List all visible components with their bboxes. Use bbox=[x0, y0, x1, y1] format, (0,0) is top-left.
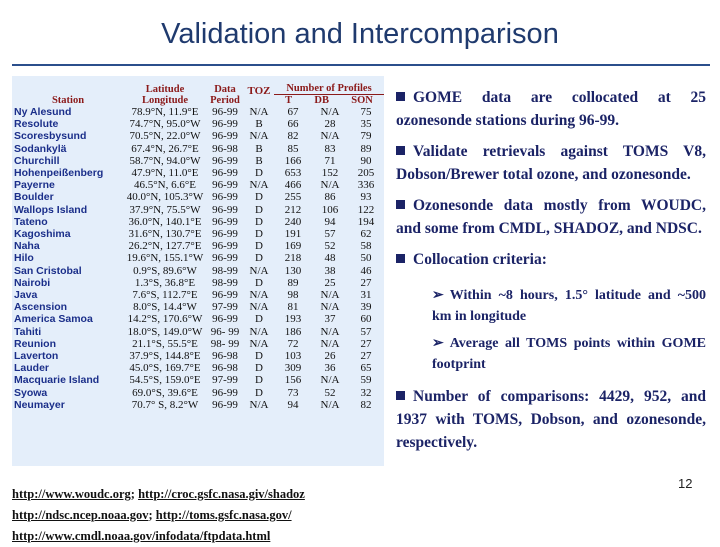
table-row bbox=[12, 155, 384, 167]
cell-latlon: 46.5°N, 6.6°E bbox=[134, 179, 196, 192]
cell-son: 31 bbox=[360, 289, 372, 302]
cell-son: 27 bbox=[360, 337, 372, 350]
cell-son: 27 bbox=[360, 350, 372, 363]
cell-db: 25 bbox=[324, 276, 336, 289]
woudc-link[interactable]: http://www.woudc.org bbox=[12, 487, 131, 501]
cell-period: 98-99 bbox=[212, 264, 238, 277]
cell-period: 96-99 bbox=[212, 154, 238, 167]
cell-db: 106 bbox=[321, 203, 339, 216]
cell-son: 82 bbox=[360, 398, 372, 411]
cell-db: 86 bbox=[324, 191, 336, 204]
cell-station: Hohenpeißenberg bbox=[14, 167, 104, 180]
cell-db: N/A bbox=[320, 325, 340, 338]
cell-t: 169 bbox=[284, 240, 302, 253]
table-row bbox=[12, 338, 384, 350]
cell-toz: D bbox=[255, 386, 263, 399]
cell-period: 98-99 bbox=[212, 276, 238, 289]
table-row bbox=[12, 350, 384, 362]
cell-son: 79 bbox=[360, 130, 372, 143]
cell-station: Sodankylä bbox=[14, 142, 67, 155]
cell-station: Payerne bbox=[14, 179, 55, 192]
bullet-text: Ozonesonde data mostly from WOUDC, and some from CMDL, SHADOZ, and NDSC. bbox=[396, 197, 706, 237]
table-header-row bbox=[12, 76, 384, 106]
cell-period: 96-99 bbox=[212, 215, 238, 228]
cell-latlon: 74.7°N, 95.0°W bbox=[129, 118, 201, 131]
table-row bbox=[12, 191, 384, 203]
cell-period: 96-99 bbox=[212, 228, 238, 241]
cell-db: N/A bbox=[320, 289, 340, 302]
cell-db: 28 bbox=[324, 118, 336, 131]
cell-latlon: 14.2°S, 170.6°W bbox=[127, 313, 203, 326]
cell-toz: D bbox=[255, 215, 263, 228]
cell-db: 152 bbox=[321, 167, 339, 180]
cell-period: 96-98 bbox=[212, 350, 238, 363]
cell-latlon: 54.5°S, 159.0°E bbox=[129, 374, 201, 387]
sub-bullet-item bbox=[432, 333, 706, 375]
cell-t: 130 bbox=[284, 264, 302, 277]
cell-station: Resolute bbox=[14, 118, 59, 131]
table-row bbox=[12, 399, 384, 411]
page-number: 12 bbox=[678, 476, 693, 491]
cell-latlon: 37.9°N, 75.5°W bbox=[129, 203, 201, 216]
table-row bbox=[12, 387, 384, 399]
cell-db: N/A bbox=[320, 301, 340, 314]
header-profiles: Number of Profiles bbox=[274, 83, 384, 95]
cell-t: 156 bbox=[284, 374, 302, 387]
cell-t: 193 bbox=[284, 313, 302, 326]
table-row bbox=[12, 265, 384, 277]
cell-son: 60 bbox=[360, 313, 372, 326]
cell-db: 36 bbox=[324, 362, 336, 375]
cell-station: Reunion bbox=[14, 337, 56, 350]
header-station: Station bbox=[51, 95, 85, 106]
bullet-text: GOME data are collocated at 25 ozonesonde stations during 96-99. bbox=[396, 89, 706, 129]
bullet-text: Collocation criteria: bbox=[413, 251, 547, 268]
table-row bbox=[12, 167, 384, 179]
cell-toz: B bbox=[255, 118, 263, 131]
cell-son: 59 bbox=[360, 374, 372, 387]
cell-latlon: 21.1°S, 55.5°E bbox=[132, 337, 198, 350]
cell-son: 35 bbox=[360, 118, 372, 131]
cell-db: 26 bbox=[324, 350, 336, 363]
cell-db: 38 bbox=[324, 264, 336, 277]
cell-latlon: 8.0°S, 14.4°W bbox=[133, 301, 197, 314]
cell-toz: D bbox=[255, 362, 263, 375]
cell-station: Macquarie Island bbox=[14, 374, 100, 387]
cell-t: 81 bbox=[287, 301, 299, 314]
cell-latlon: 1.3°S, 36.8°E bbox=[134, 276, 196, 289]
square-bullet-icon bbox=[396, 391, 405, 400]
header-db: DB bbox=[314, 95, 329, 106]
cell-db: 94 bbox=[324, 215, 336, 228]
toms-link[interactable]: http://toms.gsfc.nasa.gov/ bbox=[155, 508, 292, 522]
cell-latlon: 18.0°S, 149.0°W bbox=[127, 325, 203, 338]
cell-toz: D bbox=[255, 191, 263, 204]
cell-latlon: 40.0°N, 105.3°W bbox=[126, 191, 204, 204]
slide-title: Validation and Intercomparison bbox=[161, 18, 559, 50]
cell-station: San Cristobal bbox=[14, 264, 82, 277]
cell-period: 96-99 bbox=[212, 386, 238, 399]
links-line-2 bbox=[12, 505, 305, 526]
cell-station: Scoresbysund bbox=[14, 130, 87, 143]
cell-son: 46 bbox=[360, 264, 372, 277]
cell-son: 62 bbox=[360, 228, 372, 241]
cell-db: N/A bbox=[320, 337, 340, 350]
cell-son: 336 bbox=[357, 179, 375, 192]
cell-period: 96-99 bbox=[212, 118, 238, 131]
cell-t: 89 bbox=[287, 276, 299, 289]
cell-station: Kagoshima bbox=[14, 228, 71, 241]
cell-station: Boulder bbox=[14, 191, 54, 204]
cell-latlon: 67.4°N, 26.7°E bbox=[131, 142, 199, 155]
cell-latlon: 78.9°N, 11.9°E bbox=[131, 106, 199, 118]
cell-db: N/A bbox=[320, 398, 340, 411]
square-bullet-icon bbox=[396, 254, 405, 263]
cell-station: Wallops Island bbox=[14, 203, 88, 216]
cell-t: 66 bbox=[287, 118, 299, 131]
square-bullet-icon bbox=[396, 200, 405, 209]
cell-latlon: 37.9°S, 144.8°E bbox=[129, 350, 201, 363]
cell-period: 96-98 bbox=[212, 142, 238, 155]
cell-station: Tahiti bbox=[14, 325, 42, 338]
station-table-panel bbox=[12, 76, 384, 466]
table-row bbox=[12, 143, 384, 155]
table-row bbox=[12, 252, 384, 264]
cell-t: 103 bbox=[284, 350, 302, 363]
cell-latlon: 31.6°N, 130.7°E bbox=[128, 228, 202, 241]
cell-son: 93 bbox=[360, 191, 372, 204]
cell-period: 97-99 bbox=[212, 301, 238, 314]
cell-toz: N/A bbox=[249, 325, 269, 338]
cell-station: Ny Alesund bbox=[14, 106, 72, 118]
cell-db: 48 bbox=[324, 252, 336, 265]
cell-son: 39 bbox=[360, 301, 372, 314]
cell-db: 37 bbox=[324, 313, 336, 326]
cell-latlon: 45.0°S, 169.7°E bbox=[129, 362, 201, 375]
cell-period: 96- 99 bbox=[210, 325, 240, 338]
cell-station: Ascension bbox=[14, 301, 68, 314]
link-separator: ; bbox=[130, 487, 139, 501]
cell-station: Churchill bbox=[14, 154, 60, 167]
cell-son: 90 bbox=[360, 154, 372, 167]
cell-toz: N/A bbox=[249, 179, 269, 192]
header-son: SON bbox=[351, 95, 373, 106]
table-row bbox=[12, 289, 384, 301]
cell-db: N/A bbox=[320, 179, 340, 192]
cell-t: 309 bbox=[284, 362, 302, 375]
cell-period: 98- 99 bbox=[210, 337, 240, 350]
bullet-text: Validate retrievals against TOMS V8, Dobson/Brewer total ozone, and ozonesonde. bbox=[396, 143, 706, 183]
bullet-item bbox=[396, 140, 706, 186]
cell-station: Naha bbox=[14, 240, 40, 253]
table-row bbox=[12, 118, 384, 130]
cell-toz: D bbox=[255, 240, 263, 253]
cell-station: Tateno bbox=[14, 215, 48, 228]
cmdl-link[interactable]: http://www.cmdl.noaa.gov/infodata/ftpdata.html bbox=[12, 529, 271, 543]
bullet-item bbox=[396, 385, 706, 454]
table-row bbox=[12, 179, 384, 191]
cell-toz: N/A bbox=[249, 106, 269, 118]
table-row bbox=[12, 228, 384, 240]
cell-db: N/A bbox=[320, 374, 340, 387]
cell-db: 71 bbox=[324, 154, 336, 167]
table-body bbox=[12, 106, 384, 411]
bullet-text: Number of comparisons: 4429, 952, and 1937 with TOMS, Dobson, and ozonesonde, respectively. bbox=[396, 388, 706, 451]
cell-son: 194 bbox=[357, 215, 375, 228]
cell-latlon: 26.2°N, 127.7°E bbox=[128, 240, 202, 253]
cell-db: 52 bbox=[324, 386, 336, 399]
cell-t: 191 bbox=[284, 228, 302, 241]
cell-t: 94 bbox=[287, 398, 299, 411]
cell-latlon: 0.9°S, 89.6°W bbox=[133, 264, 197, 277]
table-row bbox=[12, 130, 384, 142]
links-line-1 bbox=[12, 484, 305, 505]
header-toz: TOZ bbox=[247, 84, 271, 97]
cell-db: 83 bbox=[324, 142, 336, 155]
table-row bbox=[12, 240, 384, 252]
cell-period: 96-99 bbox=[212, 106, 238, 118]
cell-station: Laverton bbox=[14, 350, 59, 363]
cell-toz: N/A bbox=[249, 130, 269, 143]
cell-t: 466 bbox=[284, 179, 302, 192]
cell-son: 57 bbox=[360, 325, 372, 338]
table-row bbox=[12, 301, 384, 313]
cell-toz: N/A bbox=[249, 337, 269, 350]
cell-toz: D bbox=[255, 374, 263, 387]
table-row bbox=[12, 326, 384, 338]
arrow-bullet-icon: ➢ bbox=[432, 336, 444, 351]
cell-db: 52 bbox=[324, 240, 336, 253]
cell-toz: D bbox=[255, 350, 263, 363]
square-bullet-icon bbox=[396, 92, 405, 101]
table-row bbox=[12, 313, 384, 325]
header-t: T bbox=[285, 95, 293, 106]
cell-db: 57 bbox=[324, 228, 336, 241]
title-underline bbox=[12, 64, 710, 66]
cell-son: 75 bbox=[360, 106, 372, 118]
cell-toz: D bbox=[255, 167, 263, 180]
cell-son: 122 bbox=[357, 203, 375, 216]
cell-toz: N/A bbox=[249, 264, 269, 277]
station-table bbox=[12, 76, 384, 411]
header-profiles-group bbox=[274, 76, 384, 106]
cell-period: 96-99 bbox=[212, 191, 238, 204]
cell-toz: B bbox=[255, 142, 263, 155]
cell-t: 85 bbox=[287, 142, 299, 155]
cell-toz: D bbox=[255, 313, 263, 326]
header-period: Data Period bbox=[210, 84, 240, 106]
cell-period: 96-99 bbox=[212, 130, 238, 143]
table-row bbox=[12, 204, 384, 216]
arrow-bullet-icon: ➢ bbox=[432, 288, 444, 303]
cell-toz: N/A bbox=[249, 398, 269, 411]
ndsc-link[interactable]: http://ndsc.ncep.noaa.gov bbox=[12, 508, 149, 522]
cell-latlon: 47.9°N, 11.0°E bbox=[131, 167, 199, 180]
cell-toz: D bbox=[255, 203, 263, 216]
sub-bullet-item bbox=[432, 285, 706, 327]
cell-station: America Samoa bbox=[14, 313, 93, 326]
source-links bbox=[12, 484, 305, 547]
cell-t: 72 bbox=[287, 337, 299, 350]
cell-db: N/A bbox=[320, 130, 340, 143]
cell-period: 96-99 bbox=[212, 179, 238, 192]
cell-t: 73 bbox=[287, 386, 299, 399]
cell-period: 96-99 bbox=[212, 252, 238, 265]
cell-t: 255 bbox=[284, 191, 302, 204]
cell-period: 96-99 bbox=[212, 203, 238, 216]
cell-son: 27 bbox=[360, 276, 372, 289]
cell-toz: D bbox=[255, 228, 263, 241]
bullet-list bbox=[396, 86, 706, 462]
cell-period: 96-99 bbox=[212, 398, 238, 411]
bullet-item bbox=[396, 86, 706, 132]
cell-station: Neumayer bbox=[14, 398, 65, 411]
table-row bbox=[12, 277, 384, 289]
cell-period: 96-99 bbox=[212, 289, 238, 302]
cell-son: 205 bbox=[357, 167, 375, 180]
cell-t: 212 bbox=[284, 203, 302, 216]
cell-son: 32 bbox=[360, 386, 372, 399]
cell-toz: D bbox=[255, 276, 263, 289]
cell-station: Syowa bbox=[14, 386, 48, 399]
cell-db: N/A bbox=[320, 106, 340, 118]
cell-latlon: 69.0°S, 39.6°E bbox=[132, 386, 198, 399]
cell-son: 58 bbox=[360, 240, 372, 253]
cell-son: 65 bbox=[360, 362, 372, 375]
cell-latlon: 19.6°N, 155.1°W bbox=[126, 252, 204, 265]
cell-period: 96-98 bbox=[212, 362, 238, 375]
cell-station: Hilo bbox=[14, 252, 34, 265]
cell-latlon: 70.7° S, 8.2°W bbox=[131, 398, 199, 411]
cell-station: Nairobi bbox=[14, 276, 51, 289]
cell-latlon: 36.0°N, 140.1°E bbox=[128, 215, 202, 228]
cell-t: 166 bbox=[284, 154, 302, 167]
cell-latlon: 58.7°N, 94.0°W bbox=[129, 154, 201, 167]
cell-t: 82 bbox=[287, 130, 299, 143]
cell-period: 96-99 bbox=[212, 313, 238, 326]
table-row bbox=[12, 106, 384, 118]
cell-t: 98 bbox=[287, 289, 299, 302]
cell-toz: D bbox=[255, 252, 263, 265]
cell-son: 50 bbox=[360, 252, 372, 265]
bullet-item bbox=[396, 194, 706, 240]
croc-link[interactable]: http://croc.gsfc.nasa.giv/shadoz bbox=[138, 487, 305, 501]
cell-toz: N/A bbox=[249, 301, 269, 314]
bullet-text: Average all TOMS points within GOME footprint bbox=[432, 336, 706, 372]
table-row bbox=[12, 216, 384, 228]
cell-t: 653 bbox=[284, 167, 302, 180]
header-latlon: Latitude Longitude bbox=[141, 84, 189, 106]
links-line-3 bbox=[12, 526, 305, 547]
bullet-item bbox=[396, 248, 706, 271]
link-separator: ; bbox=[148, 508, 156, 522]
cell-period: 96-99 bbox=[212, 240, 238, 253]
table-row bbox=[12, 362, 384, 374]
cell-toz: B bbox=[255, 154, 263, 167]
cell-toz: N/A bbox=[249, 289, 269, 302]
cell-son: 89 bbox=[360, 142, 372, 155]
table-row bbox=[12, 374, 384, 386]
square-bullet-icon bbox=[396, 146, 405, 155]
cell-t: 67 bbox=[287, 106, 299, 118]
cell-station: Lauder bbox=[14, 362, 50, 375]
cell-t: 218 bbox=[284, 252, 302, 265]
cell-station: Java bbox=[14, 289, 38, 302]
bullet-text: Within ~8 hours, 1.5° latitude and ~500 km in longitude bbox=[432, 288, 706, 324]
cell-period: 97-99 bbox=[212, 374, 238, 387]
cell-period: 96-99 bbox=[212, 167, 238, 180]
cell-latlon: 70.5°N, 22.0°W bbox=[129, 130, 201, 143]
cell-t: 240 bbox=[284, 215, 302, 228]
cell-latlon: 7.6°S, 112.7°E bbox=[132, 289, 198, 302]
cell-t: 186 bbox=[284, 325, 302, 338]
